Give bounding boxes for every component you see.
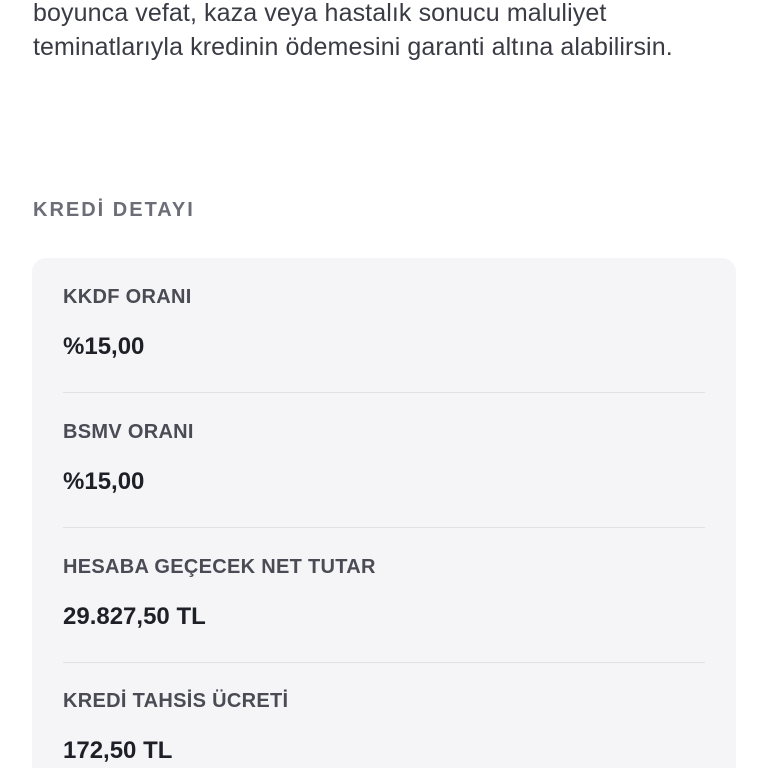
detail-value: 29.827,50 TL (63, 603, 206, 630)
detail-value: %15,00 (63, 333, 145, 360)
detail-value: 172,50 TL (63, 737, 173, 764)
detail-label: HESABA GEÇECEK NET TUTAR (63, 556, 376, 578)
divider (63, 392, 705, 393)
detail-label: KREDİ TAHSİS ÜCRETİ (63, 690, 289, 712)
divider (63, 662, 705, 663)
detail-row-allocation-fee (63, 688, 705, 766)
credit-detail-heading: KREDİ DETAYI (33, 199, 195, 221)
detail-row-net-amount (63, 554, 705, 632)
credit-detail-card (32, 258, 736, 768)
insurance-description-text: boyunca vefat, kaza veya hastalık sonucu maluliyet teminatlarıyla kredinin ödemesini garanti altına alabilirsin. (33, 0, 673, 61)
detail-row-kkdf (63, 284, 705, 362)
divider (63, 527, 705, 528)
detail-value: %15,00 (63, 468, 145, 495)
detail-row-bsmv (63, 419, 705, 497)
detail-label: KKDF ORANI (63, 286, 192, 308)
detail-label: BSMV ORANI (63, 421, 194, 443)
